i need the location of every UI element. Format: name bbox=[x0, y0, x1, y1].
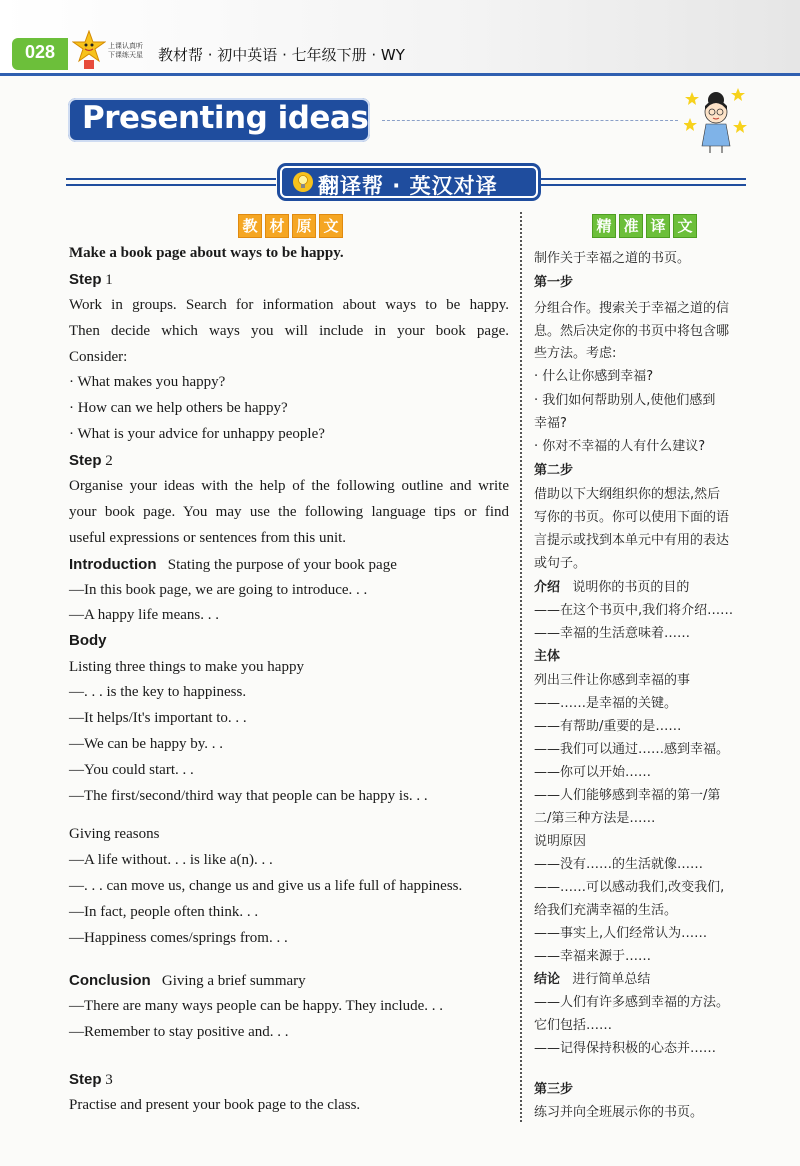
zh-tip: ——我们可以通过……感到幸福。 bbox=[534, 742, 730, 757]
en-step2: Step 2 bbox=[69, 452, 113, 469]
zh-question: · 我们如何帮助别人,使他们感到 bbox=[534, 393, 716, 408]
en-conclusion: Conclusion Giving a brief summary bbox=[69, 972, 306, 989]
en-tip: —The first/second/third way that people can be happy is. . . bbox=[69, 788, 428, 804]
zh-question: · 什么让你感到幸福? bbox=[534, 369, 654, 384]
en-tip: —A life without. . . is like a(n). . . bbox=[69, 852, 273, 868]
en-tip: —. . . is the key to happiness. bbox=[69, 684, 247, 700]
zh-tip: ——人们能够感到幸福的第一/第 bbox=[534, 788, 721, 803]
zh-tip: ——事实上,人们经常认为…… bbox=[534, 926, 708, 941]
en-question: · What is your advice for unhappy people? bbox=[69, 426, 325, 442]
en-tip: —We can be happy by. . . bbox=[69, 736, 224, 752]
zh-step2: 第二步 bbox=[534, 463, 574, 478]
header-title: 教材帮 · 初中英语 · 七年级下册 · WY bbox=[158, 46, 405, 64]
zh-line: 言提示或找到本单元中有用的表达 bbox=[534, 533, 730, 548]
zh-step1: 第一步 bbox=[534, 275, 574, 290]
band-label: 翻译帮 · 英汉对译 bbox=[318, 174, 498, 198]
en-tip: —It helps/It's important to. . . bbox=[69, 710, 247, 726]
en-step1-line: Work in groups. Search for information about ways to be happy. bbox=[69, 297, 509, 313]
en-body-desc: Listing three things to make you happy bbox=[69, 659, 304, 675]
en-tip: —There are many ways people can be happy. They include. . . bbox=[69, 998, 444, 1014]
zh-tip: ——你可以开始…… bbox=[534, 765, 652, 780]
header-slogan: 上课认真听 下课练天星 bbox=[108, 42, 143, 59]
zh-tip: 二/第三种方法是…… bbox=[534, 811, 656, 826]
en-step2-line: Organise your ideas with the help of the following outline and write bbox=[69, 478, 509, 494]
en-reasons-label: Giving reasons bbox=[69, 826, 160, 842]
zh-tip: ——在这个书页中,我们将介绍…… bbox=[534, 603, 734, 618]
en-tip: —Happiness comes/springs from. . . bbox=[69, 930, 288, 946]
en-step3-line: Practise and present your book page to the class. bbox=[69, 1097, 361, 1113]
zh-line: 写你的书页。你可以使用下面的语 bbox=[534, 510, 730, 525]
en-step1-line: Then decide which ways you will include in your book page. bbox=[69, 323, 509, 339]
page-number: 028 bbox=[24, 42, 56, 62]
section-title: Presenting ideas bbox=[82, 100, 369, 136]
zh-tip: ——记得保持积极的心态并…… bbox=[534, 1041, 717, 1056]
column-divider bbox=[520, 212, 522, 1122]
translation-tag: 精 准 译 文 bbox=[592, 214, 697, 238]
en-tip: —A happy life means. . . bbox=[69, 607, 219, 623]
en-step1-line: Consider: bbox=[69, 349, 128, 365]
en-step3: Step 3 bbox=[69, 1071, 113, 1088]
star-mascot-icon bbox=[72, 30, 106, 70]
zh-tip: 它们包括…… bbox=[534, 1018, 613, 1033]
zh-tip: ——没有……的生活就像…… bbox=[534, 857, 704, 872]
zh-question: 幸福? bbox=[534, 416, 567, 431]
zh-line: 分组合作。搜索关于幸福之道的信 bbox=[534, 301, 730, 316]
zh-body-label: 主体 bbox=[534, 649, 561, 664]
en-tip: —In this book page, we are going to introduce. . . bbox=[69, 582, 368, 598]
en-intro: Introduction Stating the purpose of your book page bbox=[69, 556, 397, 573]
zh-tip: 给我们充满幸福的生活。 bbox=[534, 903, 678, 918]
en-step2-line: useful expressions or sentences from this unit. bbox=[69, 530, 347, 546]
zh-tip: ——幸福的生活意味着…… bbox=[534, 626, 691, 641]
lightbulb-icon bbox=[292, 171, 314, 193]
zh-tip: ——有帮助/重要的是…… bbox=[534, 719, 682, 734]
en-tip: —In fact, people often think. . . bbox=[69, 904, 259, 920]
zh-body-desc: 列出三件让你感到幸福的事 bbox=[534, 673, 691, 688]
en-heading: Make a book page about ways to be happy. bbox=[69, 245, 344, 261]
en-tip: —. . . can move us, change us and give us a life full of happiness. bbox=[69, 878, 463, 894]
zh-line: 或句子。 bbox=[534, 556, 587, 571]
en-question: · How can we help others be happy? bbox=[69, 400, 288, 416]
zh-tip: ——人们有许多感到幸福的方法。 bbox=[534, 995, 730, 1010]
zh-tip: ——幸福来源于…… bbox=[534, 949, 652, 964]
zh-intro: 介绍 说明你的书页的目的 bbox=[534, 580, 690, 595]
en-step2-line: your book page. You may use the following language tips or find bbox=[69, 504, 509, 520]
original-text-tag: 教 材 原 文 bbox=[238, 214, 343, 238]
zh-line: 借助以下大纲组织你的想法,然后 bbox=[534, 487, 721, 502]
zh-question: · 你对不幸福的人有什么建议? bbox=[534, 439, 706, 454]
zh-line: 练习并向全班展示你的书页。 bbox=[534, 1105, 704, 1120]
en-tip: —Remember to stay positive and. . . bbox=[69, 1024, 289, 1040]
zh-line: 些方法。考虑: bbox=[534, 346, 617, 361]
zh-tip: ——……可以感动我们,改变我们, bbox=[534, 880, 725, 895]
zh-step3: 第三步 bbox=[534, 1082, 574, 1097]
girl-with-stars-icon bbox=[684, 84, 748, 154]
title-dashed-line bbox=[382, 120, 678, 121]
zh-tip: ——……是幸福的关键。 bbox=[534, 696, 678, 711]
en-tip: —You could start. . . bbox=[69, 762, 194, 778]
zh-conclusion: 结论 进行简单总结 bbox=[534, 972, 651, 987]
zh-line: 息。然后决定你的书页中将包含哪 bbox=[534, 324, 730, 339]
zh-heading: 制作关于幸福之道的书页。 bbox=[534, 251, 691, 266]
zh-reasons-label: 说明原因 bbox=[534, 834, 587, 849]
en-body-label: Body bbox=[69, 632, 107, 649]
en-step1: Step 1 bbox=[69, 271, 113, 288]
header-divider bbox=[0, 73, 800, 76]
en-question: · What makes you happy? bbox=[69, 374, 226, 390]
